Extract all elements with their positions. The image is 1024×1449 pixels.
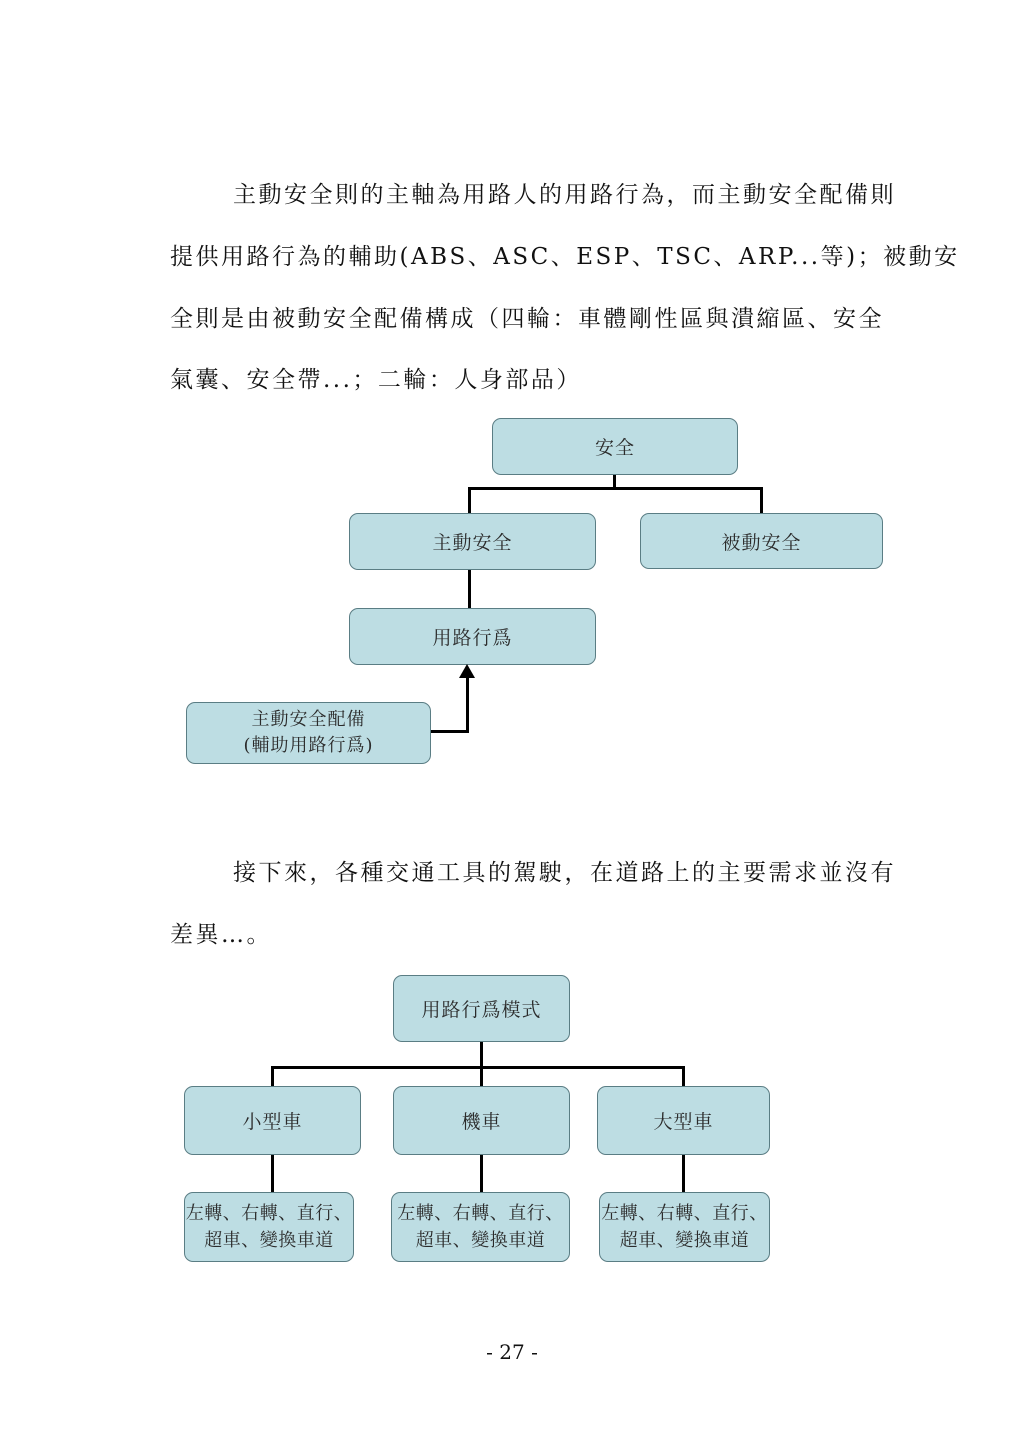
node-motorcycle-label: 機車 bbox=[461, 1111, 502, 1133]
connector-largecar-to-actions bbox=[682, 1155, 685, 1193]
small-car-actions-line2: 超車、變換車道 bbox=[204, 1230, 334, 1251]
node-active-safety bbox=[349, 513, 596, 570]
node-equipment-label-line1: 主動安全配備 bbox=[251, 709, 366, 730]
node-passive-safety bbox=[640, 513, 883, 569]
arrow-horizontal-segment bbox=[431, 730, 469, 733]
connector-largecar-drop bbox=[682, 1066, 685, 1087]
connector-smallcar-to-actions bbox=[271, 1155, 274, 1193]
paragraph-2-line-1: 接下來，各種交通工具的駕駛，在道路上的主要需求並沒有 bbox=[233, 860, 896, 886]
paragraph-1-line-4: 氣囊、安全帶...；二輪：人身部品） bbox=[170, 367, 582, 393]
node-large-car bbox=[597, 1086, 770, 1155]
node-large-car-label: 大型車 bbox=[653, 1111, 714, 1133]
node-road-behavior bbox=[349, 608, 596, 665]
connector-mode-stem bbox=[480, 1042, 483, 1068]
small-car-actions-line1: 左轉、右轉、直行、 bbox=[185, 1203, 353, 1224]
paragraph-2-line-2: 差異…。 bbox=[170, 922, 272, 948]
node-motorcycle-actions bbox=[391, 1192, 570, 1262]
connector-active-to-behavior bbox=[468, 570, 471, 608]
connector-motorcycle-drop bbox=[480, 1066, 483, 1087]
connector-active-drop bbox=[468, 487, 471, 514]
connector-mode-horizontal bbox=[271, 1066, 685, 1069]
node-road-behavior-label: 用路行爲 bbox=[432, 627, 513, 649]
arrow-up-head bbox=[459, 664, 475, 678]
page-number: - 27 - bbox=[486, 1340, 538, 1364]
connector-passive-drop bbox=[760, 487, 763, 514]
node-passive-safety-label: 被動安全 bbox=[721, 531, 802, 554]
node-equipment-label-line2: (輔助用路行爲) bbox=[243, 735, 374, 756]
node-motorcycle bbox=[393, 1086, 570, 1155]
node-behavior-mode bbox=[393, 975, 570, 1042]
connector-safety-horizontal bbox=[468, 487, 763, 490]
node-large-car-actions bbox=[599, 1192, 770, 1262]
arrow-vertical-segment bbox=[466, 677, 469, 733]
node-active-safety-equipment bbox=[186, 702, 431, 764]
paragraph-1-line-2: 提供用路行為的輔助(ABS、ASC、ESP、TSC、ARP...等)；被動安 bbox=[170, 244, 960, 270]
connector-smallcar-drop bbox=[271, 1066, 274, 1087]
node-small-car-label: 小型車 bbox=[242, 1111, 303, 1133]
node-safety-label: 安全 bbox=[594, 437, 635, 459]
motorcycle-actions-line2: 超車、變換車道 bbox=[415, 1230, 546, 1251]
node-active-safety-label: 主動安全 bbox=[432, 532, 513, 554]
motorcycle-actions-line1: 左轉、右轉、直行、 bbox=[397, 1203, 564, 1224]
node-behavior-mode-label: 用路行爲模式 bbox=[421, 999, 542, 1021]
paragraph-1-line-3: 全則是由被動安全配備構成（四輪：車體剛性區與潰縮區、安全 bbox=[170, 306, 884, 332]
node-small-car bbox=[184, 1086, 361, 1155]
large-car-actions-line1: 左轉、右轉、直行、 bbox=[601, 1203, 768, 1224]
node-small-car-actions bbox=[184, 1192, 354, 1262]
paragraph-1-line-1: 主動安全則的主軸為用路人的用路行為，而主動安全配備則 bbox=[233, 182, 896, 208]
connector-motorcycle-to-actions bbox=[480, 1155, 483, 1193]
large-car-actions-line2: 超車、變換車道 bbox=[619, 1230, 750, 1251]
node-safety bbox=[492, 418, 738, 475]
